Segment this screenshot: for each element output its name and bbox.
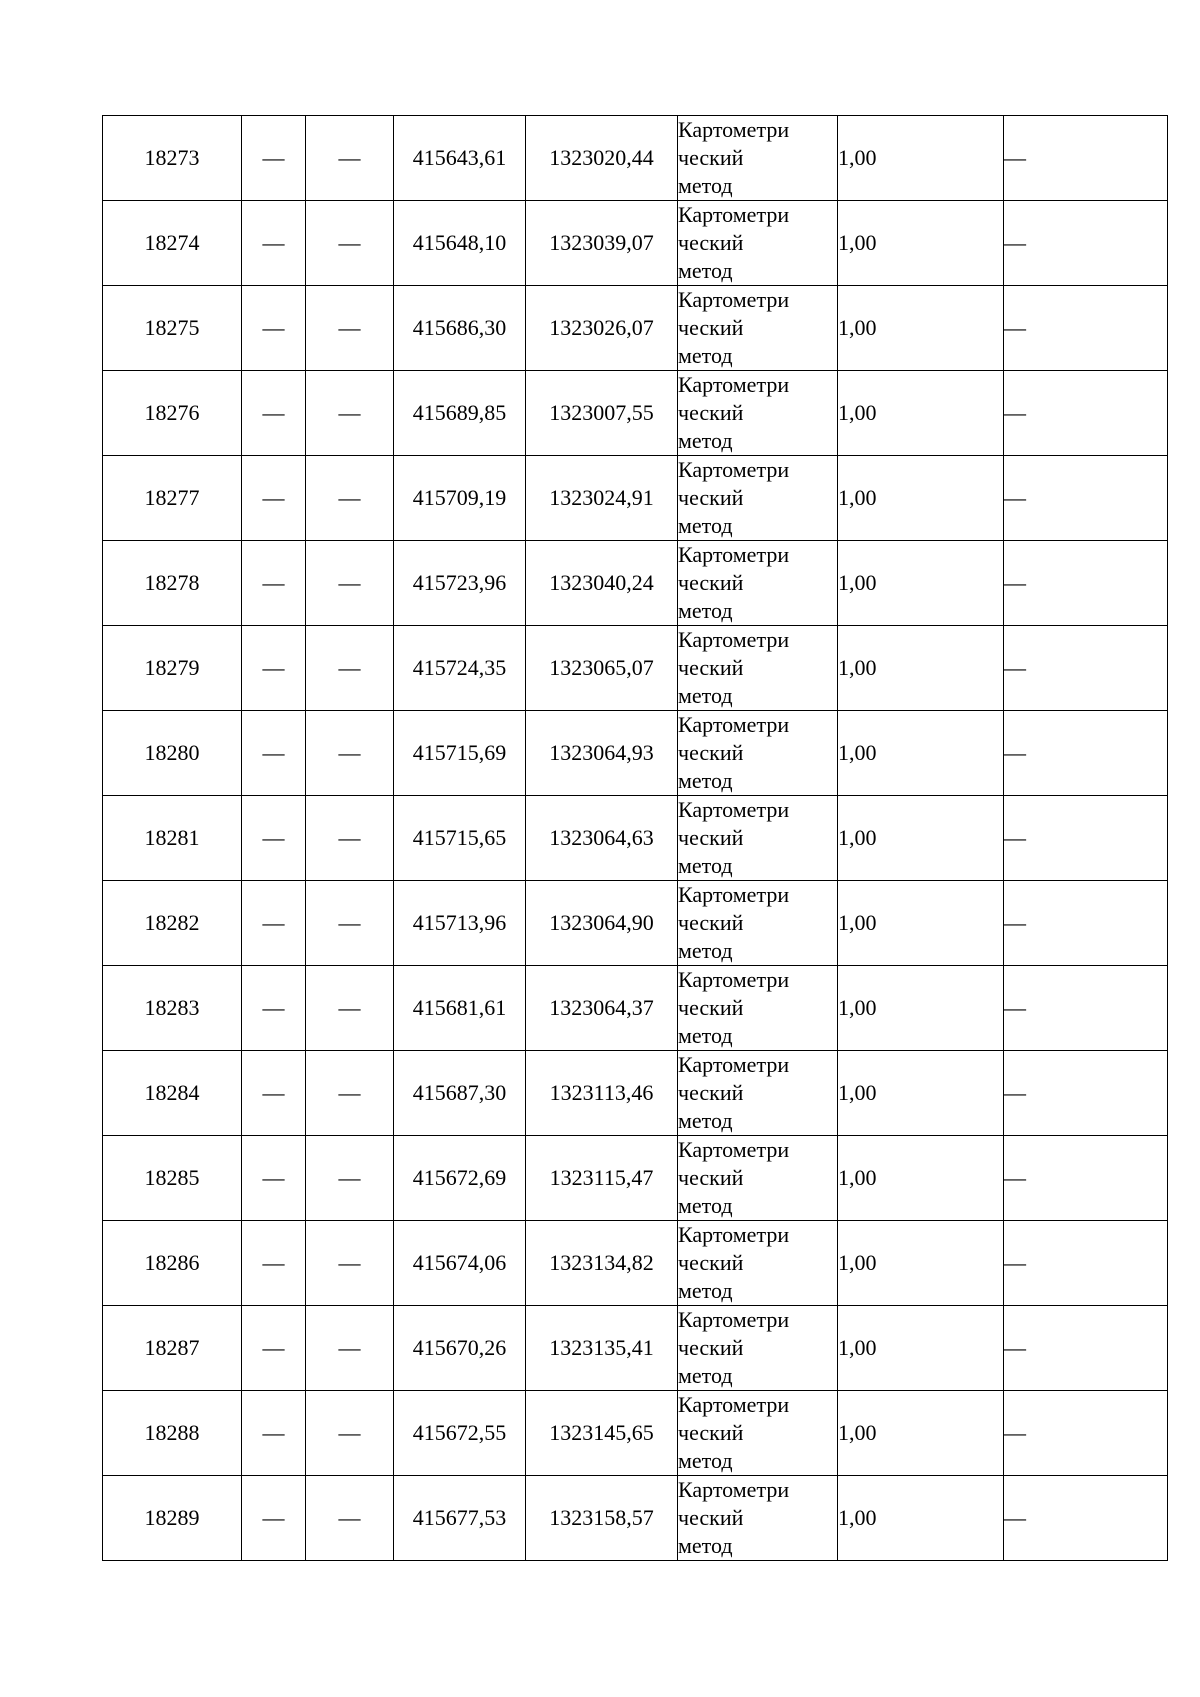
previous-y-cell: — — [306, 371, 394, 456]
x-coordinate-cell: 415674,06 — [394, 1221, 526, 1306]
previous-x-cell: — — [242, 116, 306, 201]
point-number-cell: 18274 — [103, 201, 242, 286]
accuracy-cell: 1,00 — [838, 1221, 1004, 1306]
coordinates-table — [102, 115, 1168, 1561]
accuracy-cell: 1,00 — [838, 966, 1004, 1051]
previous-y-cell: — — [306, 711, 394, 796]
previous-x-cell: — — [242, 1391, 306, 1476]
accuracy-cell: 1,00 — [838, 541, 1004, 626]
description-cell: — — [1004, 456, 1168, 541]
table-body — [103, 116, 1168, 1561]
y-coordinate-cell: 1323020,44 — [526, 116, 678, 201]
point-number-cell: 18279 — [103, 626, 242, 711]
x-coordinate-cell: 415643,61 — [394, 116, 526, 201]
accuracy-cell: 1,00 — [838, 201, 1004, 286]
previous-x-cell: — — [242, 966, 306, 1051]
previous-y-cell: — — [306, 286, 394, 371]
method-cell: Картометри ческий метод — [678, 1136, 838, 1221]
x-coordinate-cell: 415724,35 — [394, 626, 526, 711]
point-number-cell: 18288 — [103, 1391, 242, 1476]
previous-y-cell: — — [306, 201, 394, 286]
x-coordinate-cell: 415681,61 — [394, 966, 526, 1051]
point-number-cell: 18278 — [103, 541, 242, 626]
description-cell: — — [1004, 371, 1168, 456]
accuracy-cell: 1,00 — [838, 286, 1004, 371]
previous-x-cell: — — [242, 1136, 306, 1221]
previous-y-cell: — — [306, 881, 394, 966]
y-coordinate-cell: 1323026,07 — [526, 286, 678, 371]
x-coordinate-cell: 415672,55 — [394, 1391, 526, 1476]
table-row — [103, 1476, 1168, 1561]
point-number-cell: 18285 — [103, 1136, 242, 1221]
previous-x-cell: — — [242, 1051, 306, 1136]
x-coordinate-cell: 415715,65 — [394, 796, 526, 881]
previous-y-cell: — — [306, 116, 394, 201]
previous-x-cell: — — [242, 881, 306, 966]
point-number-cell: 18286 — [103, 1221, 242, 1306]
method-cell: Картометри ческий метод — [678, 1051, 838, 1136]
previous-y-cell: — — [306, 1306, 394, 1391]
x-coordinate-cell: 415723,96 — [394, 541, 526, 626]
table-row — [103, 116, 1168, 201]
previous-x-cell: — — [242, 1476, 306, 1561]
method-cell: Картометри ческий метод — [678, 1221, 838, 1306]
accuracy-cell: 1,00 — [838, 1306, 1004, 1391]
previous-y-cell: — — [306, 966, 394, 1051]
previous-x-cell: — — [242, 371, 306, 456]
table-row — [103, 1391, 1168, 1476]
method-cell: Картометри ческий метод — [678, 371, 838, 456]
y-coordinate-cell: 1323145,65 — [526, 1391, 678, 1476]
x-coordinate-cell: 415672,69 — [394, 1136, 526, 1221]
accuracy-cell: 1,00 — [838, 116, 1004, 201]
previous-y-cell: — — [306, 1136, 394, 1221]
description-cell: — — [1004, 1306, 1168, 1391]
table-row — [103, 201, 1168, 286]
point-number-cell: 18284 — [103, 1051, 242, 1136]
description-cell: — — [1004, 1221, 1168, 1306]
previous-x-cell: — — [242, 201, 306, 286]
description-cell: — — [1004, 626, 1168, 711]
method-cell: Картометри ческий метод — [678, 881, 838, 966]
previous-y-cell: — — [306, 1221, 394, 1306]
table-row — [103, 626, 1168, 711]
accuracy-cell: 1,00 — [838, 1391, 1004, 1476]
y-coordinate-cell: 1323007,55 — [526, 371, 678, 456]
table-row — [103, 456, 1168, 541]
table-row — [103, 1306, 1168, 1391]
method-cell: Картометри ческий метод — [678, 711, 838, 796]
point-number-cell: 18277 — [103, 456, 242, 541]
y-coordinate-cell: 1323115,47 — [526, 1136, 678, 1221]
previous-y-cell: — — [306, 796, 394, 881]
x-coordinate-cell: 415709,19 — [394, 456, 526, 541]
previous-y-cell: — — [306, 541, 394, 626]
x-coordinate-cell: 415677,53 — [394, 1476, 526, 1561]
x-coordinate-cell: 415689,85 — [394, 371, 526, 456]
description-cell: — — [1004, 286, 1168, 371]
y-coordinate-cell: 1323040,24 — [526, 541, 678, 626]
x-coordinate-cell: 415686,30 — [394, 286, 526, 371]
description-cell: — — [1004, 1136, 1168, 1221]
method-cell: Картометри ческий метод — [678, 456, 838, 541]
previous-x-cell: — — [242, 456, 306, 541]
description-cell: — — [1004, 1051, 1168, 1136]
accuracy-cell: 1,00 — [838, 1136, 1004, 1221]
point-number-cell: 18289 — [103, 1476, 242, 1561]
table-row — [103, 796, 1168, 881]
point-number-cell: 18275 — [103, 286, 242, 371]
method-cell: Картометри ческий метод — [678, 1306, 838, 1391]
y-coordinate-cell: 1323134,82 — [526, 1221, 678, 1306]
y-coordinate-cell: 1323064,63 — [526, 796, 678, 881]
method-cell: Картометри ческий метод — [678, 1391, 838, 1476]
accuracy-cell: 1,00 — [838, 711, 1004, 796]
table-row — [103, 966, 1168, 1051]
y-coordinate-cell: 1323158,57 — [526, 1476, 678, 1561]
table-row — [103, 711, 1168, 796]
description-cell: — — [1004, 541, 1168, 626]
y-coordinate-cell: 1323039,07 — [526, 201, 678, 286]
accuracy-cell: 1,00 — [838, 456, 1004, 541]
previous-x-cell: — — [242, 1221, 306, 1306]
previous-y-cell: — — [306, 1476, 394, 1561]
x-coordinate-cell: 415715,69 — [394, 711, 526, 796]
table-row — [103, 1136, 1168, 1221]
y-coordinate-cell: 1323065,07 — [526, 626, 678, 711]
method-cell: Картометри ческий метод — [678, 286, 838, 371]
previous-y-cell: — — [306, 1051, 394, 1136]
description-cell: — — [1004, 966, 1168, 1051]
table-row — [103, 286, 1168, 371]
point-number-cell: 18282 — [103, 881, 242, 966]
y-coordinate-cell: 1323113,46 — [526, 1051, 678, 1136]
x-coordinate-cell: 415670,26 — [394, 1306, 526, 1391]
description-cell: — — [1004, 116, 1168, 201]
method-cell: Картометри ческий метод — [678, 966, 838, 1051]
description-cell: — — [1004, 796, 1168, 881]
previous-x-cell: — — [242, 711, 306, 796]
method-cell: Картометри ческий метод — [678, 626, 838, 711]
method-cell: Картометри ческий метод — [678, 201, 838, 286]
table-row — [103, 541, 1168, 626]
method-cell: Картометри ческий метод — [678, 1476, 838, 1561]
method-cell: Картометри ческий метод — [678, 796, 838, 881]
y-coordinate-cell: 1323024,91 — [526, 456, 678, 541]
previous-x-cell: — — [242, 796, 306, 881]
x-coordinate-cell: 415713,96 — [394, 881, 526, 966]
method-cell: Картометри ческий метод — [678, 541, 838, 626]
previous-x-cell: — — [242, 626, 306, 711]
point-number-cell: 18283 — [103, 966, 242, 1051]
accuracy-cell: 1,00 — [838, 1051, 1004, 1136]
accuracy-cell: 1,00 — [838, 796, 1004, 881]
description-cell: — — [1004, 201, 1168, 286]
x-coordinate-cell: 415648,10 — [394, 201, 526, 286]
table-row — [103, 881, 1168, 966]
table-row — [103, 371, 1168, 456]
point-number-cell: 18276 — [103, 371, 242, 456]
accuracy-cell: 1,00 — [838, 371, 1004, 456]
previous-y-cell: — — [306, 626, 394, 711]
description-cell: — — [1004, 881, 1168, 966]
x-coordinate-cell: 415687,30 — [394, 1051, 526, 1136]
previous-x-cell: — — [242, 541, 306, 626]
description-cell: — — [1004, 1476, 1168, 1561]
point-number-cell: 18280 — [103, 711, 242, 796]
previous-x-cell: — — [242, 1306, 306, 1391]
table-row — [103, 1051, 1168, 1136]
y-coordinate-cell: 1323064,37 — [526, 966, 678, 1051]
point-number-cell: 18273 — [103, 116, 242, 201]
accuracy-cell: 1,00 — [838, 881, 1004, 966]
accuracy-cell: 1,00 — [838, 1476, 1004, 1561]
accuracy-cell: 1,00 — [838, 626, 1004, 711]
point-number-cell: 18287 — [103, 1306, 242, 1391]
y-coordinate-cell: 1323135,41 — [526, 1306, 678, 1391]
description-cell: — — [1004, 1391, 1168, 1476]
description-cell: — — [1004, 711, 1168, 796]
y-coordinate-cell: 1323064,90 — [526, 881, 678, 966]
point-number-cell: 18281 — [103, 796, 242, 881]
table-row — [103, 1221, 1168, 1306]
method-cell: Картометри ческий метод — [678, 116, 838, 201]
previous-y-cell: — — [306, 1391, 394, 1476]
previous-x-cell: — — [242, 286, 306, 371]
y-coordinate-cell: 1323064,93 — [526, 711, 678, 796]
previous-y-cell: — — [306, 456, 394, 541]
